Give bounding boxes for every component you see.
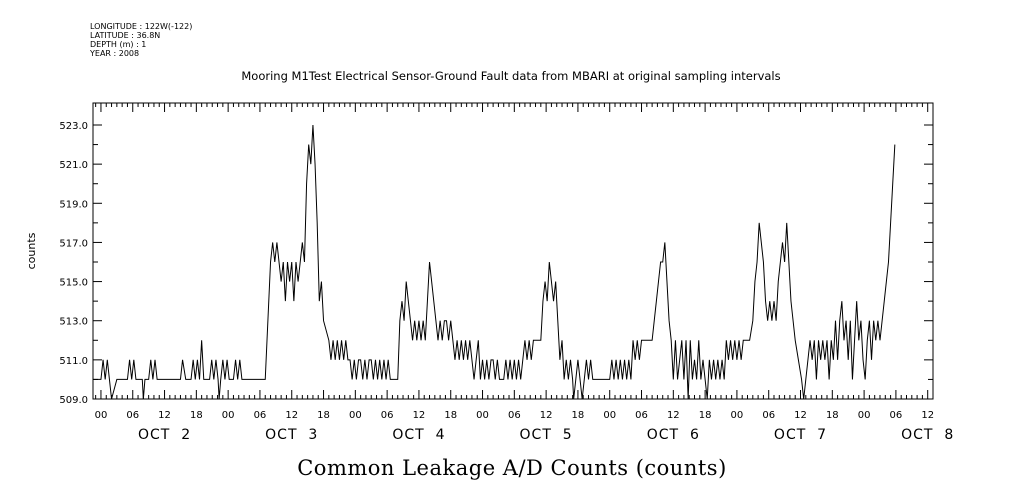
year-label: YEAR : 2008 [90,49,140,58]
x-axis [95,103,934,421]
data-line [93,125,895,399]
depth-label: DEPTH (m) : 1 [90,40,147,49]
longitude-label: LONGITUDE : 122W(-122) [90,22,193,31]
day-label: OCT 5 [519,427,573,443]
x-tick-label: 18 [825,410,839,421]
y-tick-label: 511.0 [59,355,88,367]
x-tick-label: 06 [635,410,648,421]
x-tick-label: 18 [189,410,203,421]
x-tick-label: 12 [412,410,426,421]
latitude-label: LATITUDE : 36.8N [90,31,161,40]
x-tick-label: 12 [285,410,299,421]
day-label: OCT 3 [265,427,319,443]
x-tick-label: 18 [571,410,585,421]
x-tick-label: 12 [666,410,680,421]
x-tick-label: 00 [348,410,362,421]
x-tick-label: 12 [539,410,553,421]
x-tick-label: 18 [317,410,330,421]
y-tick-label: 517.0 [59,238,88,250]
x-tick-label: 06 [507,410,521,421]
y-tick-label: 519.0 [59,199,88,211]
x-axis-label: Common Leakage A/D Counts (counts) [297,456,727,480]
day-label: OCT 6 [646,427,700,443]
x-tick-label: 00 [603,410,617,421]
y-tick-label: 521.0 [59,160,88,172]
x-tick-label: 12 [794,410,807,421]
x-tick-label: 06 [380,410,394,421]
y-axis-label: counts [25,232,38,270]
day-label: OCT 2 [137,427,192,443]
plot-frame [93,103,933,399]
y-tick-label: 513.0 [59,316,88,328]
x-tick-label: 00 [94,410,108,421]
x-tick-label: 00 [476,410,489,421]
day-label: OCT 7 [773,427,828,443]
day-labels [138,427,954,443]
day-label: OCT 8 [901,427,955,443]
y-tick-label: 515.0 [59,277,88,289]
x-tick-label: 18 [444,410,458,421]
x-tick-label: 06 [126,410,140,421]
x-tick-label: 00 [730,410,744,421]
chart-title: Mooring M1Test Electrical Sensor-Ground Fault data from MBARI at original sampling intervals [241,69,781,83]
x-tick-label: 06 [762,410,776,421]
x-tick-label: 06 [253,410,267,421]
y-axis [59,121,933,406]
x-tick-label: 12 [921,410,935,421]
x-tick-label: 00 [221,410,235,421]
y-tick-label: 509.0 [59,395,88,406]
x-tick-label: 12 [158,410,171,421]
x-tick-label: 06 [889,410,903,421]
x-tick-label: 00 [857,410,871,421]
x-tick-label: 18 [698,410,712,421]
y-tick-label: 523.0 [59,121,88,132]
day-label: OCT 4 [392,427,446,443]
